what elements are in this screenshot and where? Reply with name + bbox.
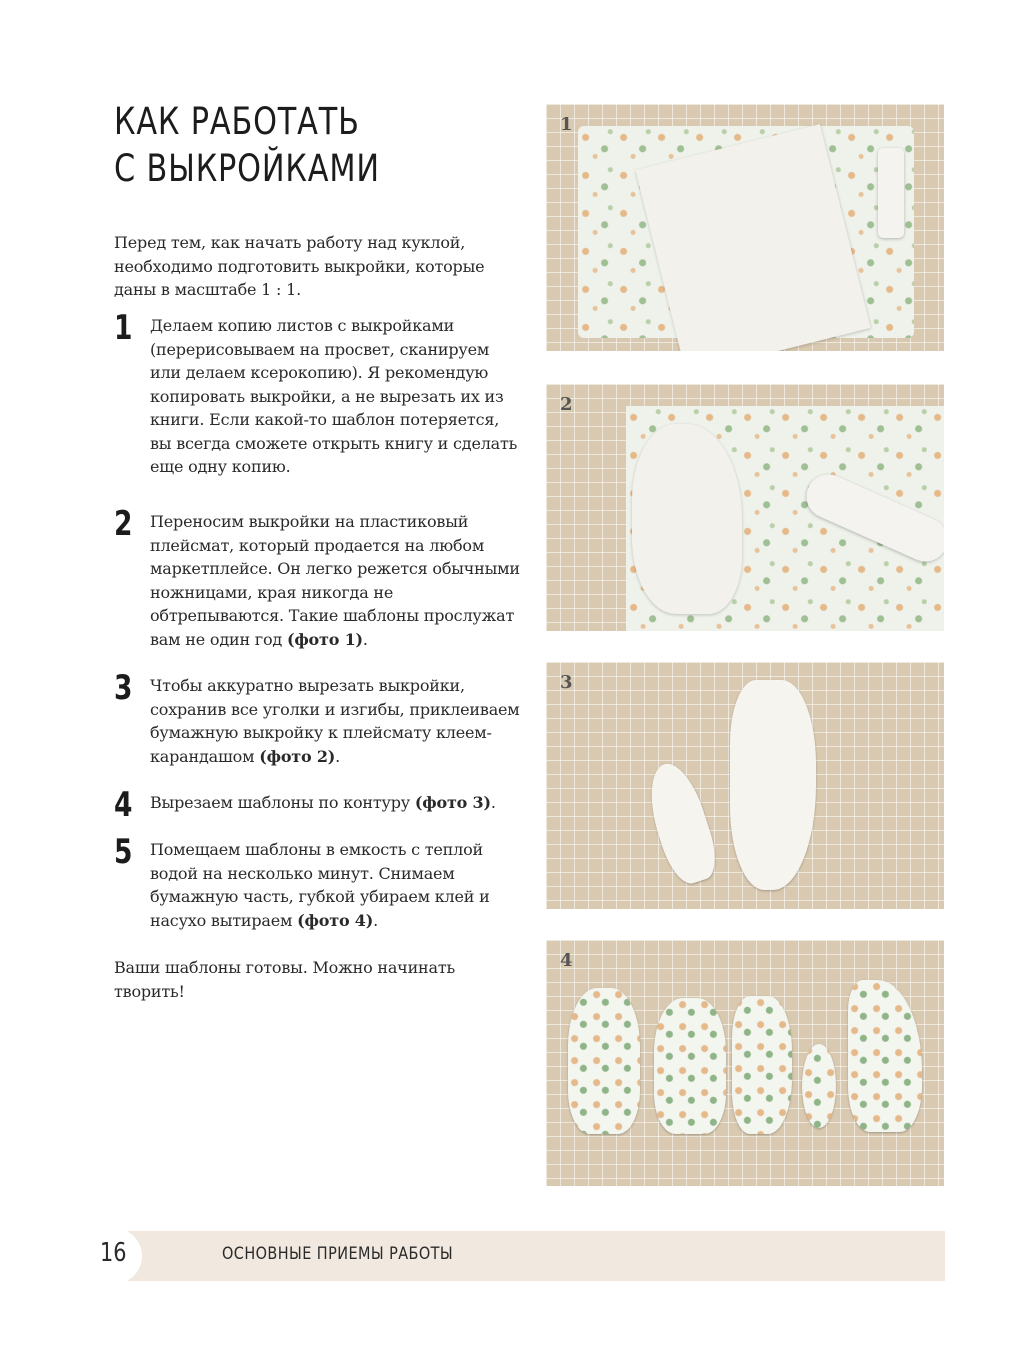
photo-label: 2 [560, 394, 573, 415]
photo-label: 3 [560, 672, 573, 693]
section-title: ОСНОВНЫЕ ПРИЕМЫ РАБОТЫ [222, 1244, 454, 1264]
title-line-2: С ВЫКРОЙКАМИ [114, 147, 380, 190]
template-shape [730, 680, 816, 890]
photo-1 [546, 104, 944, 351]
finished-template [732, 996, 792, 1134]
step-text: Помещаем шаблоны в емкость с теплой водой на несколько минут. Снимаем бумажную часть, губкой убираем клей и насухо вытираем (фото 4). [150, 840, 490, 930]
photo-label: 1 [560, 114, 573, 135]
step-text: Вырезаем шаблоны по контуру (фото 3). [150, 793, 496, 812]
glue-stick [878, 148, 904, 238]
step-number: 4 [114, 785, 133, 825]
step-text: Делаем копию листов с выкройками (перерисовываем на просвет, сканируем или делаем ксерокопию). Я рекомендую копировать выкройки, а не вырезать их из книги. Если какой-то шаблон потеряется, вы всегда сможете открыть книгу и сделать еще одну копию. [150, 316, 518, 476]
step-text: Переносим выкройки на пластиковый плейсмат, который продается на любом маркетплейсе. Он легко режется обычными ножницами, края никогда не обтрепываются. Такие шаблоны прослужат вам не один год (фото 1). [150, 512, 520, 649]
photo-ref: (фото 3) [414, 793, 491, 812]
page-number: 16 [100, 1238, 127, 1268]
paper-pattern [632, 424, 742, 614]
step-number: 2 [114, 504, 133, 544]
outro-paragraph: Ваши шаблоны готовы. Можно начинать творить! [114, 958, 455, 1001]
page-number-tab [84, 1228, 142, 1284]
step-number: 3 [114, 668, 133, 708]
photo-3 [546, 662, 944, 909]
step-number: 1 [114, 308, 133, 348]
photo-2 [546, 384, 944, 631]
step-text: Чтобы аккуратно вырезать выкройки, сохранив все уголки и изгибы, приклеиваем бумажную выкройку к плейсмату клеем-карандашом (фото 2). [150, 676, 520, 766]
photo-label: 4 [560, 950, 573, 971]
photo-ref: (фото 2) [259, 746, 336, 766]
finished-template [654, 998, 726, 1134]
title-line-1: КАК РАБОТАТЬ [114, 100, 360, 143]
photo-4 [546, 940, 944, 1186]
finished-template [848, 980, 922, 1132]
photo-ref: (фото 4) [297, 910, 374, 930]
page-title [114, 98, 458, 192]
photo-ref: (фото 1) [286, 629, 363, 649]
template-shape [638, 757, 723, 888]
step-number: 5 [114, 832, 133, 872]
finished-template [568, 988, 640, 1134]
intro-paragraph: Перед тем, как начать работу над куклой, необходимо подготовить выкройки, которые даны в масштабе 1 : 1. [114, 233, 485, 299]
finished-template [802, 1044, 836, 1128]
